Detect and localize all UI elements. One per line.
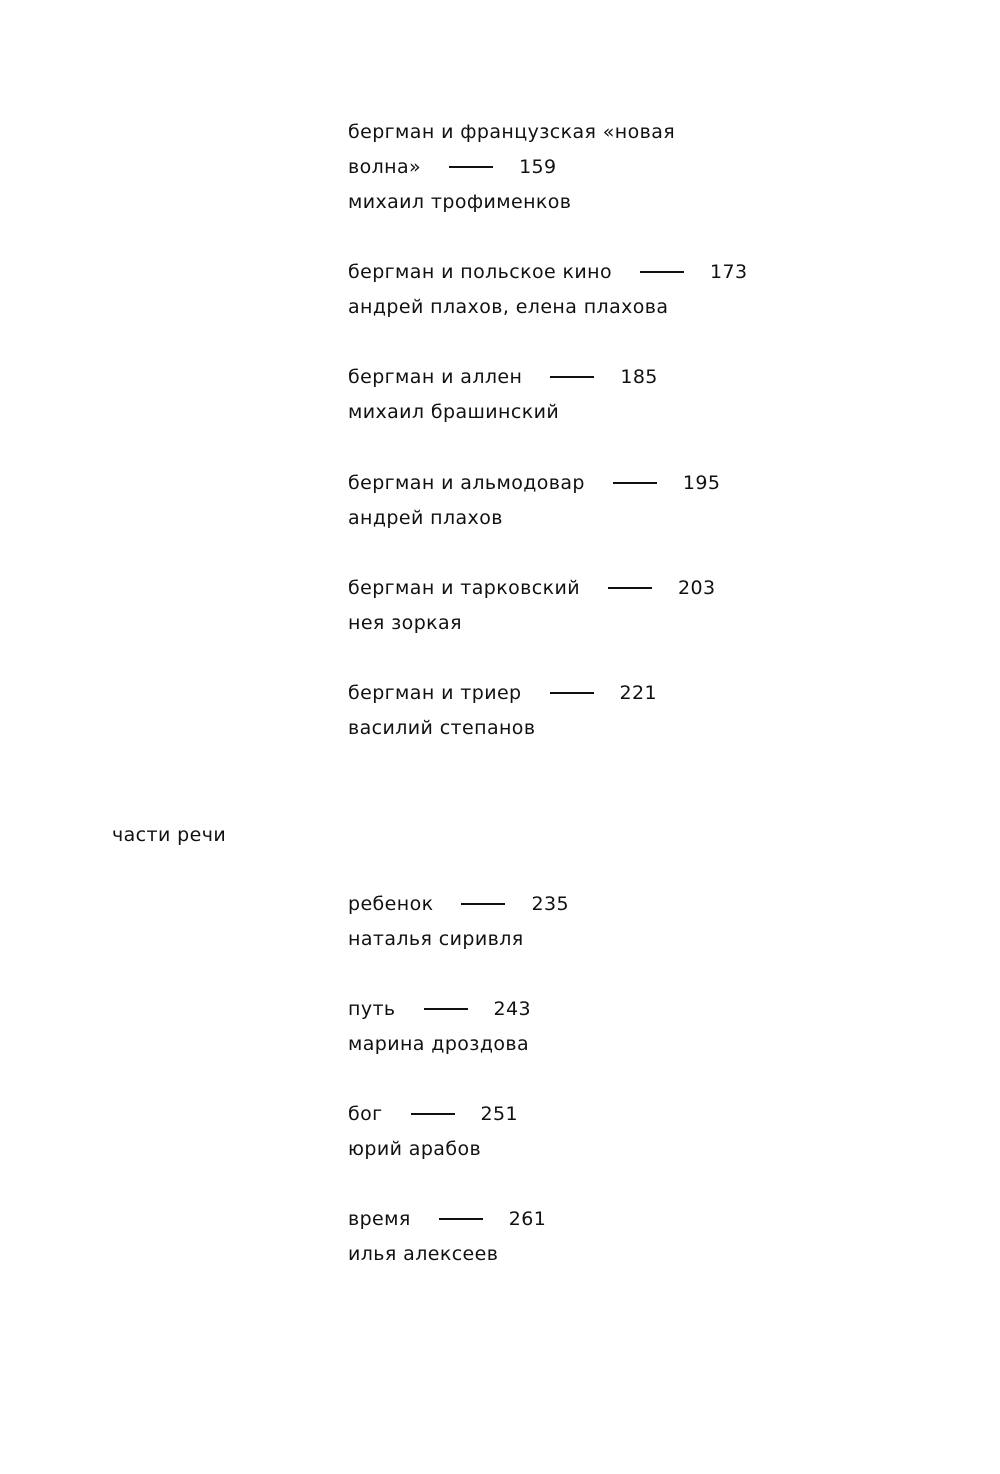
page-number: 235 xyxy=(531,893,569,915)
dash-separator xyxy=(439,1218,483,1220)
entry-title-line xyxy=(348,676,657,711)
toc-entry xyxy=(348,571,715,641)
dash-separator xyxy=(550,692,594,694)
toc-entry xyxy=(348,992,531,1062)
entry-title: ребенок xyxy=(348,893,434,915)
entry-title: бергман и триер xyxy=(348,682,522,704)
page-number: 195 xyxy=(682,472,721,494)
section-title: части речи xyxy=(112,824,227,846)
entry-title: бергман и тарковский xyxy=(348,577,580,599)
entry-title-line xyxy=(348,255,747,290)
entry-title-line xyxy=(348,1202,546,1237)
page-number: 159 xyxy=(519,156,557,178)
toc-entry xyxy=(348,887,569,957)
page-number: 203 xyxy=(677,577,716,599)
entry-title-line xyxy=(348,1097,518,1132)
entry-author: марина дроздова xyxy=(348,1033,530,1055)
page-number: 261 xyxy=(508,1208,547,1230)
page-number: 173 xyxy=(710,261,748,283)
page-number: 221 xyxy=(619,682,657,704)
entry-author: илья алексеев xyxy=(348,1243,499,1265)
entry-author: андрей плахов, елена плахова xyxy=(348,296,669,318)
dash-separator xyxy=(411,1113,455,1115)
entry-title-line xyxy=(348,466,720,501)
toc-entry xyxy=(348,360,658,430)
page-number: 185 xyxy=(620,366,658,388)
dash-separator xyxy=(550,376,594,378)
toc-entry xyxy=(348,115,675,220)
page-number: 251 xyxy=(480,1103,518,1125)
entry-author: андрей плахов xyxy=(348,507,503,529)
entry-title: бергман и аллен xyxy=(348,366,523,388)
entry-title: бог xyxy=(348,1103,383,1125)
entry-title: бергман и польское кино xyxy=(348,261,613,283)
entry-author: михаил брашинский xyxy=(348,401,560,423)
entry-title: время xyxy=(348,1208,411,1230)
entry-author: нея зоркая xyxy=(348,612,462,634)
page-number: 243 xyxy=(493,998,532,1020)
entry-author: юрий арабов xyxy=(348,1138,482,1160)
entry-title-line xyxy=(348,887,569,922)
entry-author: михаил трофименков xyxy=(348,191,572,213)
dash-separator xyxy=(613,482,657,484)
dash-separator xyxy=(424,1008,468,1010)
dash-separator xyxy=(608,587,652,589)
entry-title-line xyxy=(348,150,675,185)
toc-entry xyxy=(348,1097,518,1167)
toc-entry xyxy=(348,466,720,536)
entry-title: волна» xyxy=(348,156,422,178)
entry-title: бергман и альмодовар xyxy=(348,472,585,494)
entry-title: бергман и французская «новая xyxy=(348,121,676,143)
entry-author: наталья сиривля xyxy=(348,928,524,950)
toc-entry xyxy=(348,676,657,746)
entry-title-line xyxy=(348,571,715,606)
entry-title: путь xyxy=(348,998,396,1020)
toc-entry xyxy=(348,1202,546,1272)
dash-separator xyxy=(640,271,684,273)
entry-title-line xyxy=(348,360,658,395)
dash-separator xyxy=(461,903,505,905)
entry-author: василий степанов xyxy=(348,717,536,739)
dash-separator xyxy=(449,166,493,168)
toc-entry xyxy=(348,255,747,325)
entry-title-line xyxy=(348,992,531,1027)
